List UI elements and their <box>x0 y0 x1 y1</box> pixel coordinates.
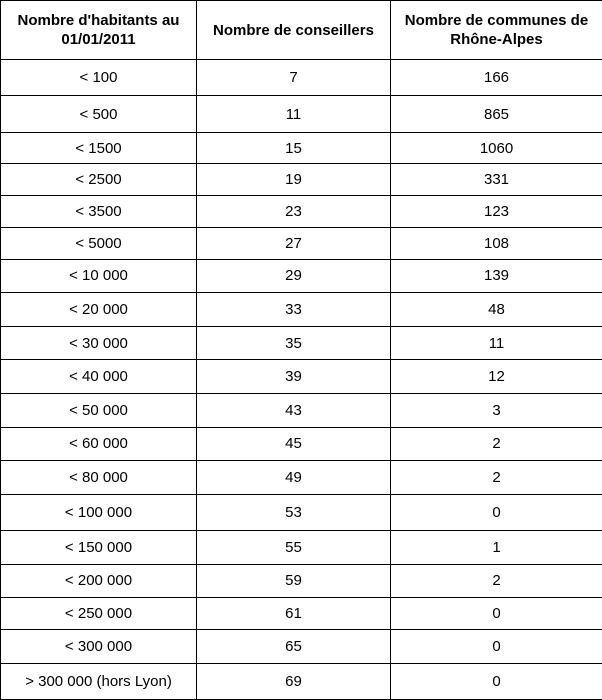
cell-inhabitants: < 40 000 <box>1 360 197 394</box>
cell-councillors: 53 <box>197 494 391 530</box>
cell-inhabitants: < 300 000 <box>1 629 197 663</box>
cell-inhabitants: < 500 <box>1 96 197 132</box>
cell-inhabitants: < 2500 <box>1 164 197 196</box>
cell-councillors: 29 <box>197 259 391 293</box>
table-row <box>1 227 602 259</box>
cell-councillors: 15 <box>197 132 391 164</box>
table-row <box>1 461 602 495</box>
cell-inhabitants: < 50 000 <box>1 393 197 427</box>
table-row <box>1 663 602 699</box>
table-row <box>1 360 602 394</box>
cell-councillors: 33 <box>197 293 391 327</box>
cell-inhabitants: < 60 000 <box>1 427 197 461</box>
cell-councillors: 61 <box>197 598 391 630</box>
cell-inhabitants: < 30 000 <box>1 326 197 360</box>
cell-councillors: 43 <box>197 393 391 427</box>
table-row <box>1 531 602 565</box>
cell-inhabitants: < 250 000 <box>1 598 197 630</box>
cell-councillors: 7 <box>197 60 391 96</box>
cell-communes: 108 <box>391 227 602 259</box>
table-row <box>1 494 602 530</box>
cell-communes: 2 <box>391 427 602 461</box>
table-row <box>1 164 602 196</box>
cell-inhabitants: < 20 000 <box>1 293 197 327</box>
table-row <box>1 60 602 96</box>
table-row <box>1 629 602 663</box>
header-councillors: Nombre de conseillers <box>197 1 391 60</box>
cell-inhabitants: < 100 000 <box>1 494 197 530</box>
cell-councillors: 11 <box>197 96 391 132</box>
header-communes: Nombre de communes de Rhône-Alpes <box>391 1 602 60</box>
cell-councillors: 23 <box>197 196 391 228</box>
cell-inhabitants: < 3500 <box>1 196 197 228</box>
cell-communes: 123 <box>391 196 602 228</box>
cell-councillors: 19 <box>197 164 391 196</box>
cell-inhabitants: < 80 000 <box>1 461 197 495</box>
cell-inhabitants: < 1500 <box>1 132 197 164</box>
table-row <box>1 132 602 164</box>
cell-communes: 12 <box>391 360 602 394</box>
cell-councillors: 39 <box>197 360 391 394</box>
table-row <box>1 427 602 461</box>
cell-communes: 1060 <box>391 132 602 164</box>
cell-inhabitants: < 10 000 <box>1 259 197 293</box>
cell-communes: 0 <box>391 663 602 699</box>
cell-communes: 2 <box>391 461 602 495</box>
cell-communes: 0 <box>391 494 602 530</box>
cell-councillors: 27 <box>197 227 391 259</box>
cell-communes: 0 <box>391 629 602 663</box>
cell-communes: 1 <box>391 531 602 565</box>
cell-communes: 331 <box>391 164 602 196</box>
cell-inhabitants: > 300 000 (hors Lyon) <box>1 663 197 699</box>
table-row <box>1 196 602 228</box>
table-row <box>1 259 602 293</box>
cell-inhabitants: < 150 000 <box>1 531 197 565</box>
cell-inhabitants: < 5000 <box>1 227 197 259</box>
header-inhabitants: Nombre d'habitants au 01/01/2011 <box>1 1 197 60</box>
table-row <box>1 96 602 132</box>
table-row <box>1 564 602 598</box>
cell-communes: 11 <box>391 326 602 360</box>
cell-councillors: 35 <box>197 326 391 360</box>
table-row <box>1 598 602 630</box>
cell-councillors: 65 <box>197 629 391 663</box>
cell-inhabitants: < 100 <box>1 60 197 96</box>
table-row <box>1 293 602 327</box>
cell-councillors: 69 <box>197 663 391 699</box>
cell-communes: 3 <box>391 393 602 427</box>
cell-communes: 0 <box>391 598 602 630</box>
cell-communes: 2 <box>391 564 602 598</box>
cell-communes: 166 <box>391 60 602 96</box>
cell-councillors: 49 <box>197 461 391 495</box>
cell-communes: 139 <box>391 259 602 293</box>
table-row <box>1 393 602 427</box>
cell-communes: 865 <box>391 96 602 132</box>
cell-inhabitants: < 200 000 <box>1 564 197 598</box>
cell-councillors: 55 <box>197 531 391 565</box>
table-header-row <box>1 1 602 60</box>
table-row <box>1 326 602 360</box>
cell-communes: 48 <box>391 293 602 327</box>
cell-councillors: 59 <box>197 564 391 598</box>
cell-councillors: 45 <box>197 427 391 461</box>
